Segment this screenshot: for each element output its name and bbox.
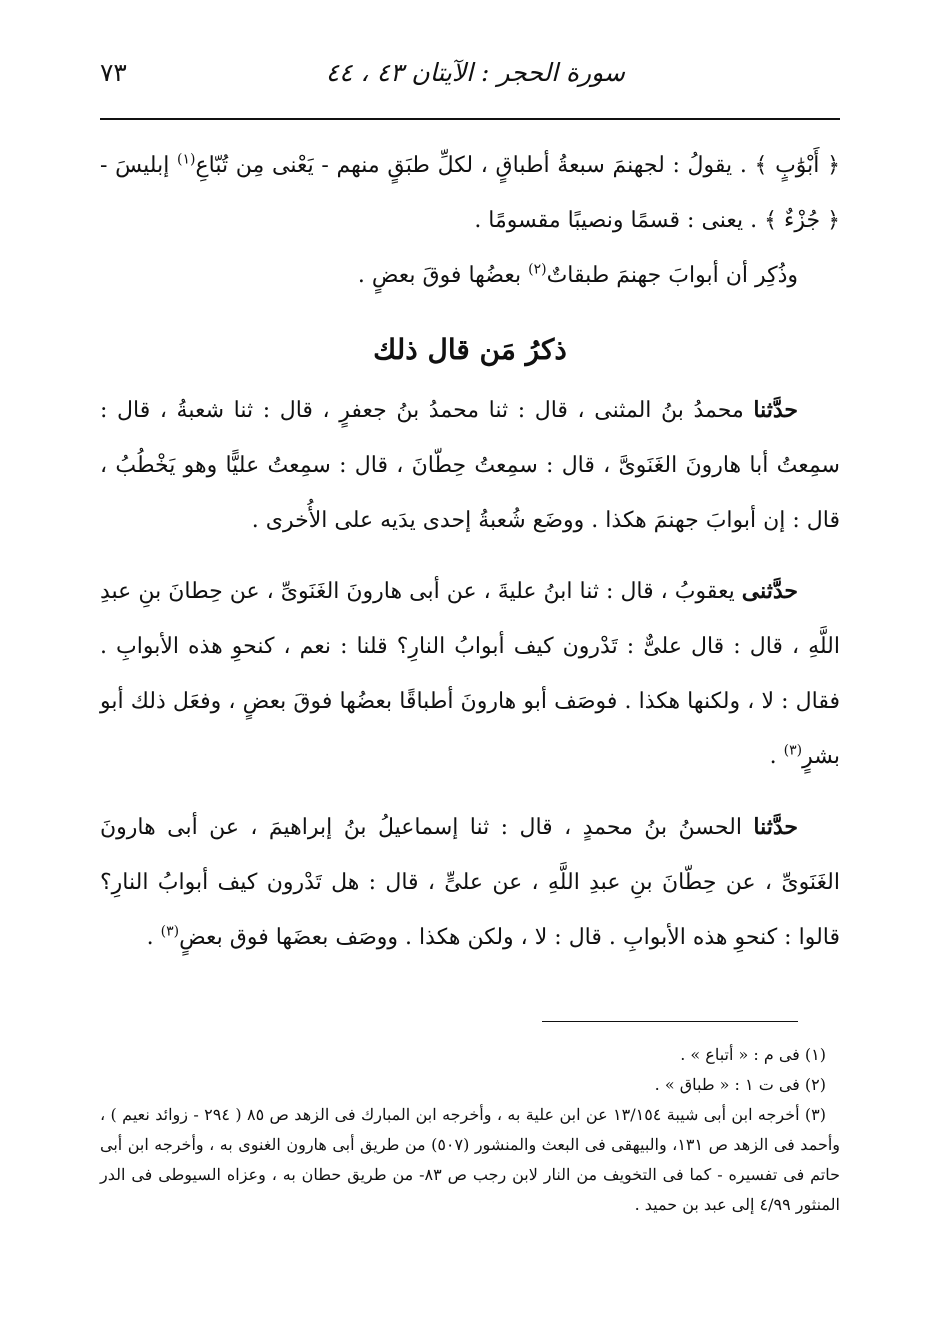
paragraph-text: ﴿ أَبْوَٰبٍ ﴾ . يقولُ : لجهنمَ سبعةُ أطباقٍ ، لكلِّ طبَقٍ منهم - يَعْنى مِن تُبّاعِ xyxy=(195,153,840,178)
page-number: ٧٣ xyxy=(100,58,127,87)
paragraph-end: . xyxy=(146,925,154,950)
running-header xyxy=(100,52,840,96)
paragraph-text: محمدُ بنُ المثنى ، قال : ثنا محمدُ بنُ جعفرٍ ، قال : ثنا شعبةُ ، قال : سمِعتُ أبا هارونَ الغَنَوىَّ ، قال : سمِعتُ حِطّانَ ، قال : سمِعتُ عليًّا وهو يَخْطُبُ ، قال : إن أبوابَ جهنمَ هكذا . ووضَع شُعبةُ إحدى يدَيه على الأُخرى . xyxy=(100,398,840,533)
footnote-marker: (٢) xyxy=(528,261,547,278)
footnote-marker: (٣) xyxy=(160,923,180,940)
footnote-marker: (١) xyxy=(177,151,196,168)
narration-lead: حدَّثنا xyxy=(753,814,798,840)
narration-lead: حدَّثنى xyxy=(741,578,798,604)
paragraph-3 xyxy=(100,383,840,548)
footnote-2: (٢) فى ت ١ : « طباق » . xyxy=(654,1075,826,1094)
paragraph-text: الحسنُ بنُ محمدٍ ، قال : ثنا إسماعيلُ بنُ إبراهيمَ ، عن أبى هارونَ الغَنَوىِّ ، عن حِطّانَ بنِ عبدِ اللَّهِ ، عن علىٍّ ، قال : هل تَدْرون كيف أبوابُ النارِ؟ قالوا : كنحوِ هذه الأبوابِ . قال : لا ، ولكن هكذا . ووصَف بعضَها فوق بعضٍ xyxy=(100,815,840,950)
paragraph-1 xyxy=(100,138,840,248)
footnotes xyxy=(100,1040,840,1220)
section-heading: ذكرُ مَن قال ذلك xyxy=(373,333,567,366)
footnote-marker: (٣) xyxy=(783,742,803,759)
paragraph-end: . xyxy=(769,744,777,769)
footnote-3: (٣) أخرجه ابن أبى شيبة ١٣/١٥٤ عن ابن علية به ، وأخرجه ابن المبارك فى الزهد ص ٨٥ ( ٢٩٤ - زوائد نعيم ) ، وأحمد فى الزهد ص ١٣١، والبيهقى فى البعث والمنشور (٥٠٧) من طريق أبى هارون الغنوى به ، وأخرجه ابن أبى حاتم فى تفسيره - كما فى التخويف من النار لابن رجب ص ٨٣- من طريق حطان به ، وعزاه السيوطى فى الدر المنثور ٤/٩٩ إلى عبد بن حميد . xyxy=(100,1105,841,1214)
paragraph-text: وذُكِر أن أبوابَ جهنمَ طبقاتٌ xyxy=(546,263,798,288)
paragraph-2 xyxy=(100,248,840,303)
paragraph-text: بعضُها فوقَ بعضٍ . xyxy=(357,263,522,288)
main-text xyxy=(100,138,840,965)
paragraph-4 xyxy=(100,564,840,784)
footnote-1: (١) فى م : « أتباع » . xyxy=(680,1045,826,1064)
header-rule xyxy=(100,118,840,120)
paragraph-text: يعقوبُ ، قال : ثنا ابنُ عليةَ ، عن أبى هارونَ الغَنَوىِّ ، عن حِطانَ بنِ عبدِ اللَّهِ ، قال : قال علىٌّ : تَدْرون كيف أبوابُ النارِ؟ قلنا : نعم ، كنحوِ هذه الأبوابِ . فقال : لا ، ولكنها هكذا . فوصَف أبو هارونَ أطباقًا بعضُها فوقَ بعضٍ ، وفعَل ذلك أبو بشرٍ xyxy=(100,579,840,769)
paragraph-5 xyxy=(100,800,840,965)
footnote-rule xyxy=(542,1021,798,1022)
narration-lead: حدَّثنا xyxy=(753,397,798,423)
running-title: سورة الحجر : الآيتان ٤٣ ، ٤٤ xyxy=(325,58,625,87)
paragraph-text: إبليسَ - ﴿ جُزْءٌ ﴾ . يعنى : قسمًا ونصيبًا مقسومًا . xyxy=(100,153,840,233)
